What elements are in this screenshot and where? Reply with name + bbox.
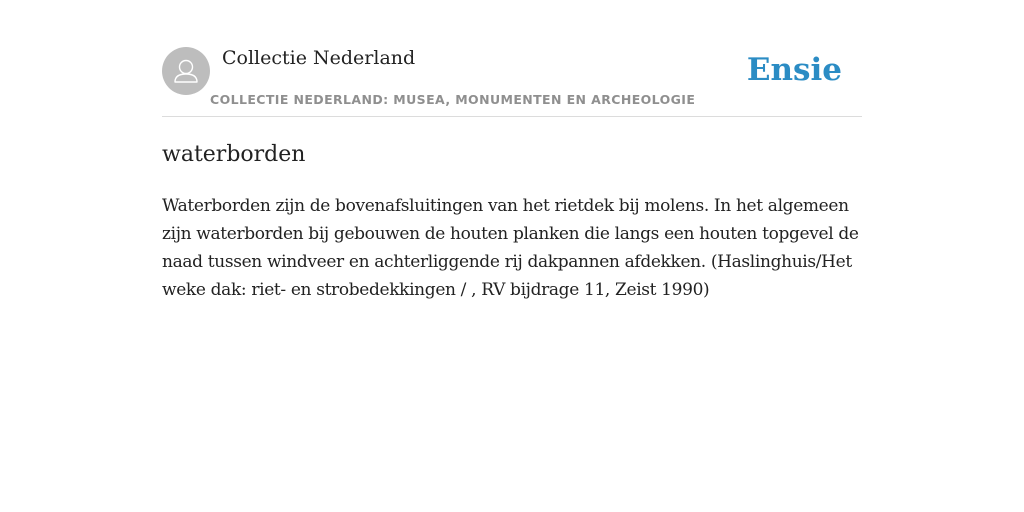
page-container [162,0,862,512]
user-icon [162,47,210,95]
source-label[interactable]: COLLECTIE NEDERLAND: MUSEA, MONUMENTEN EN ARCHEOLOGIE [210,92,696,107]
author-avatar[interactable] [162,47,210,95]
entry-header [162,0,862,117]
brand-logo[interactable]: Ensie [746,52,842,88]
entry-term: waterborden [162,142,306,167]
entry-definition: Waterborden zijn de bovenafsluitingen van het rietdek bij molens. In het algemeen zijn waterborden bij gebouwen de houten planken die langs een houten topgevel de naad tussen windveer en achterliggende rij dakpannen afdekken. (Haslinghuis/Het weke dak: riet- en strobedekkingen / , RV bijdrage 11, Zeist 1990) [162,196,859,300]
author-name[interactable]: Collectie Nederland [222,47,416,69]
